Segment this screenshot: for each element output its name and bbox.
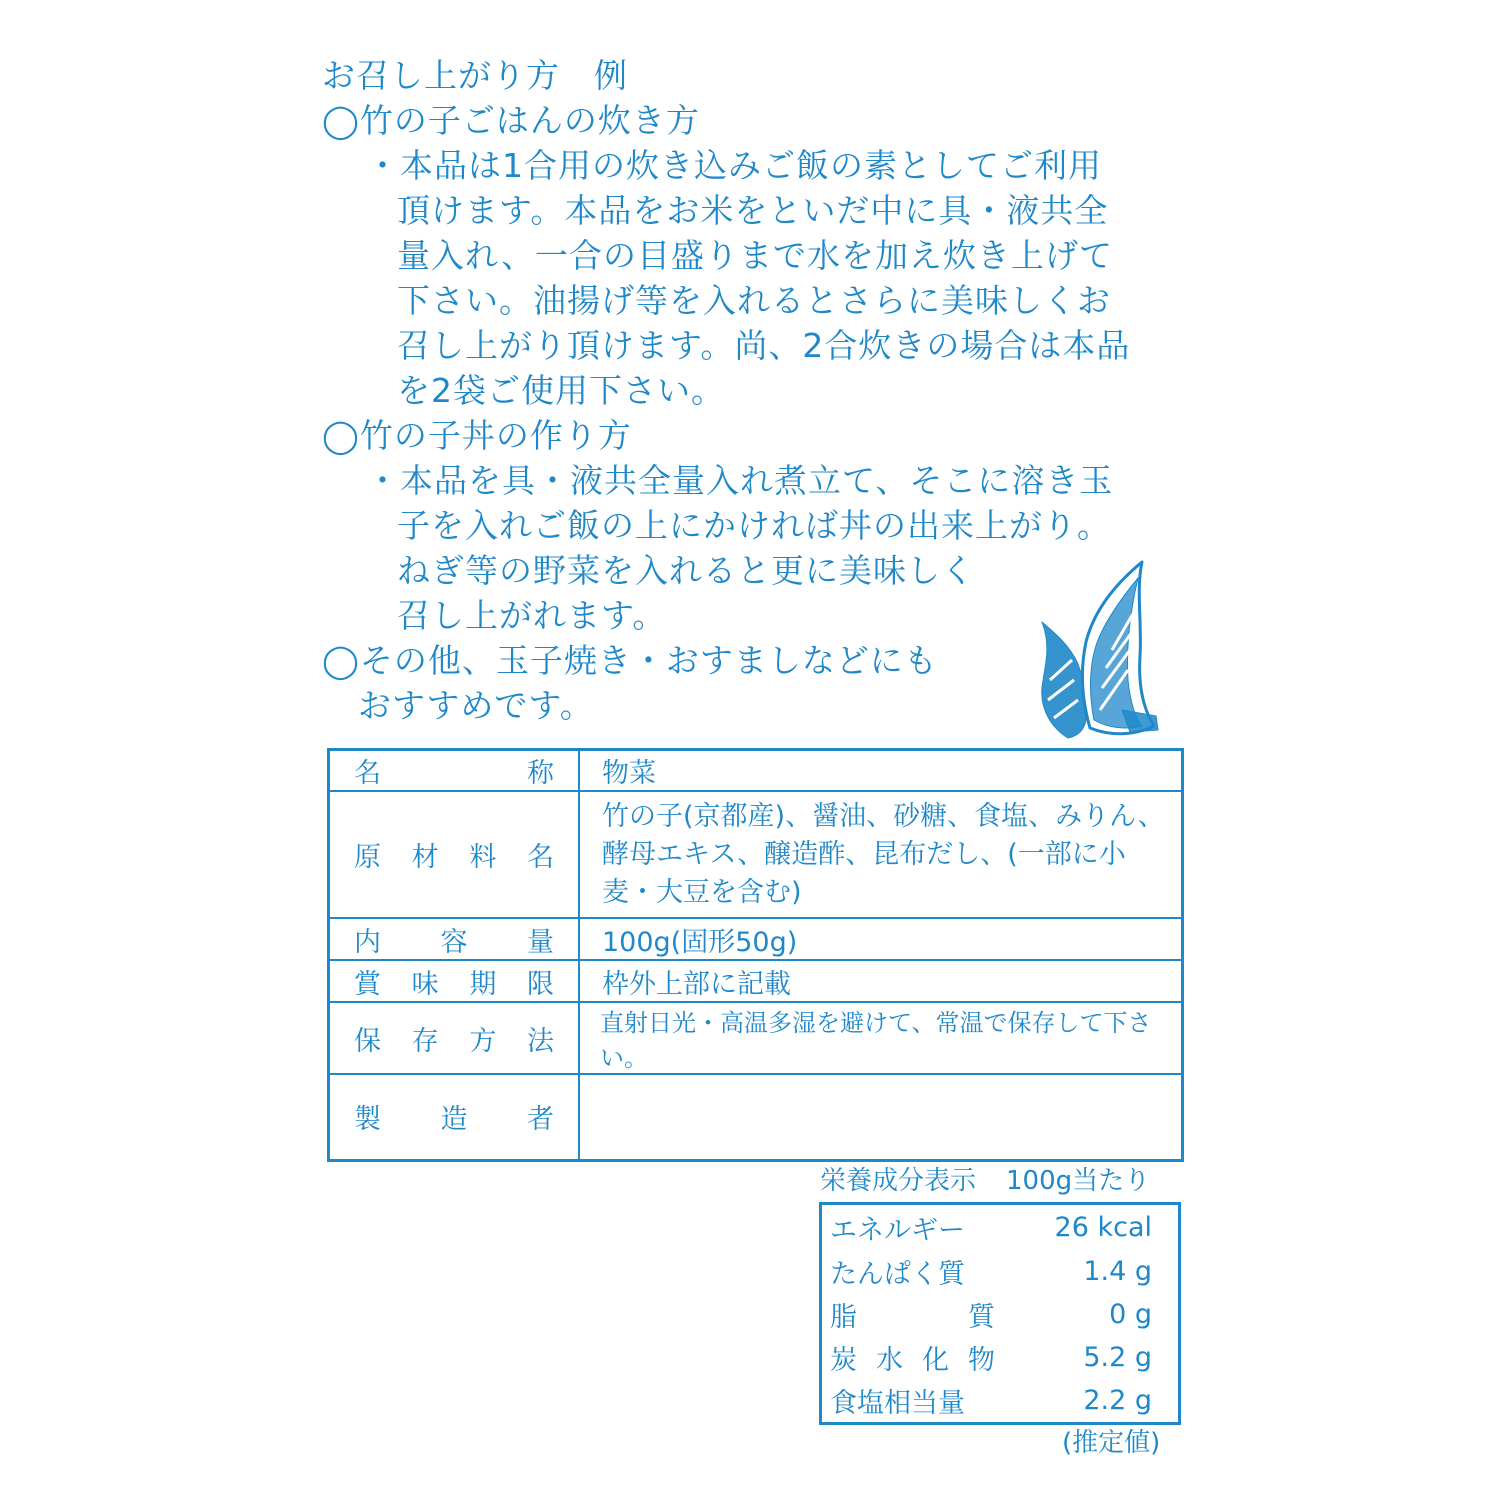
info-row — [329, 960, 1183, 1002]
info-value: 竹の子(京都産)、醤油、砂糖、食塩、みりん、 酵母エキス、醸造酢、昆布だし、(一部に小 麦・大豆を含む) — [579, 791, 1183, 918]
nutrition-label: たんぱく質 — [830, 1258, 965, 1290]
info-label: 保 存 方 法 — [329, 1002, 580, 1074]
nutrition-value: 26 kcal — [1054, 1211, 1152, 1243]
nutrition-title — [820, 1160, 1150, 1197]
recipe-title: お召し上がり方 例 — [322, 56, 628, 95]
nutrition-row — [821, 1204, 1180, 1250]
product-info-table — [327, 748, 1184, 1162]
nutrition-label: 炭 水 化 物 — [830, 1344, 995, 1376]
rice-line: を2袋ご使用下さい。 — [397, 371, 725, 410]
rice-line: 頂けます。本品をお米をといだ中に具・液共全 — [397, 191, 1109, 230]
nutrition-table — [819, 1202, 1181, 1425]
info-row — [329, 791, 1183, 918]
nutrition-row — [821, 1250, 1180, 1293]
nutrition-row — [821, 1336, 1180, 1379]
nutrition-row — [821, 1379, 1180, 1424]
info-value: 枠外上部に記載 — [579, 960, 1183, 1002]
bamboo-shoot-illustration — [1030, 560, 1160, 740]
info-label: 賞 味 期 限 — [329, 960, 580, 1002]
nutrition-row — [821, 1293, 1180, 1336]
nutrition-label: 脂 質 — [830, 1301, 995, 1333]
info-value: 100g(固形50g) — [579, 918, 1183, 960]
nutrition-value: 5.2 g — [1083, 1341, 1152, 1373]
info-row — [329, 1074, 1183, 1160]
donburi-line: 召し上がれます。 — [397, 596, 667, 635]
donburi-line: ・本品を具・液共全量入れ煮立て、そこに溶き玉 — [366, 461, 1114, 500]
donburi-heading: ◯竹の子丼の作り方 — [322, 416, 632, 455]
info-label: 製 造 者 — [329, 1074, 580, 1160]
nutrition-value: 0 g — [1109, 1298, 1152, 1330]
other-line: おすすめです。 — [358, 686, 594, 725]
donburi-line: 子を入れご飯の上にかければ丼の出来上がり。 — [397, 506, 1111, 545]
nutrition-title-text: 栄養成分表示 — [820, 1166, 977, 1196]
nutrition-per-amount: 100g当たり — [1006, 1166, 1151, 1196]
rice-line: 量入れ、一合の目盛りまで水を加え炊き上げて — [397, 236, 1113, 275]
info-value — [579, 1074, 1183, 1160]
info-value: 直射日光・高温多湿を避けて、常温で保存して下さい。 — [579, 1002, 1183, 1074]
nutrition-label: 食塩相当量 — [830, 1387, 965, 1419]
info-label: 内 容 量 — [329, 918, 580, 960]
info-row — [329, 918, 1183, 960]
info-label: 名 称 — [329, 750, 580, 792]
rice-line: 召し上がり頂けます。尚、2合炊きの場合は本品 — [397, 326, 1131, 365]
nutrition-value: 1.4 g — [1083, 1255, 1152, 1287]
info-row — [329, 750, 1183, 792]
info-value: 物菜 — [579, 750, 1183, 792]
nutrition-value: 2.2 g — [1083, 1384, 1152, 1416]
estimated-value-note: (推定値) — [1062, 1428, 1161, 1458]
other-line: ◯その他、玉子焼き・おすましなどにも — [322, 641, 938, 680]
donburi-line: ねぎ等の野菜を入れると更に美味しく — [397, 551, 975, 590]
info-row — [329, 1002, 1183, 1074]
info-label: 原 材 料 名 — [329, 791, 580, 918]
rice-line: 下さい。油揚げ等を入れるとさらに美味しくお — [397, 281, 1111, 320]
nutrition-label: エネルギー — [830, 1214, 965, 1246]
rice-heading: ◯竹の子ごはんの炊き方 — [322, 101, 700, 140]
rice-line: ・本品は1合用の炊き込みご飯の素としてご利用 — [366, 146, 1102, 185]
